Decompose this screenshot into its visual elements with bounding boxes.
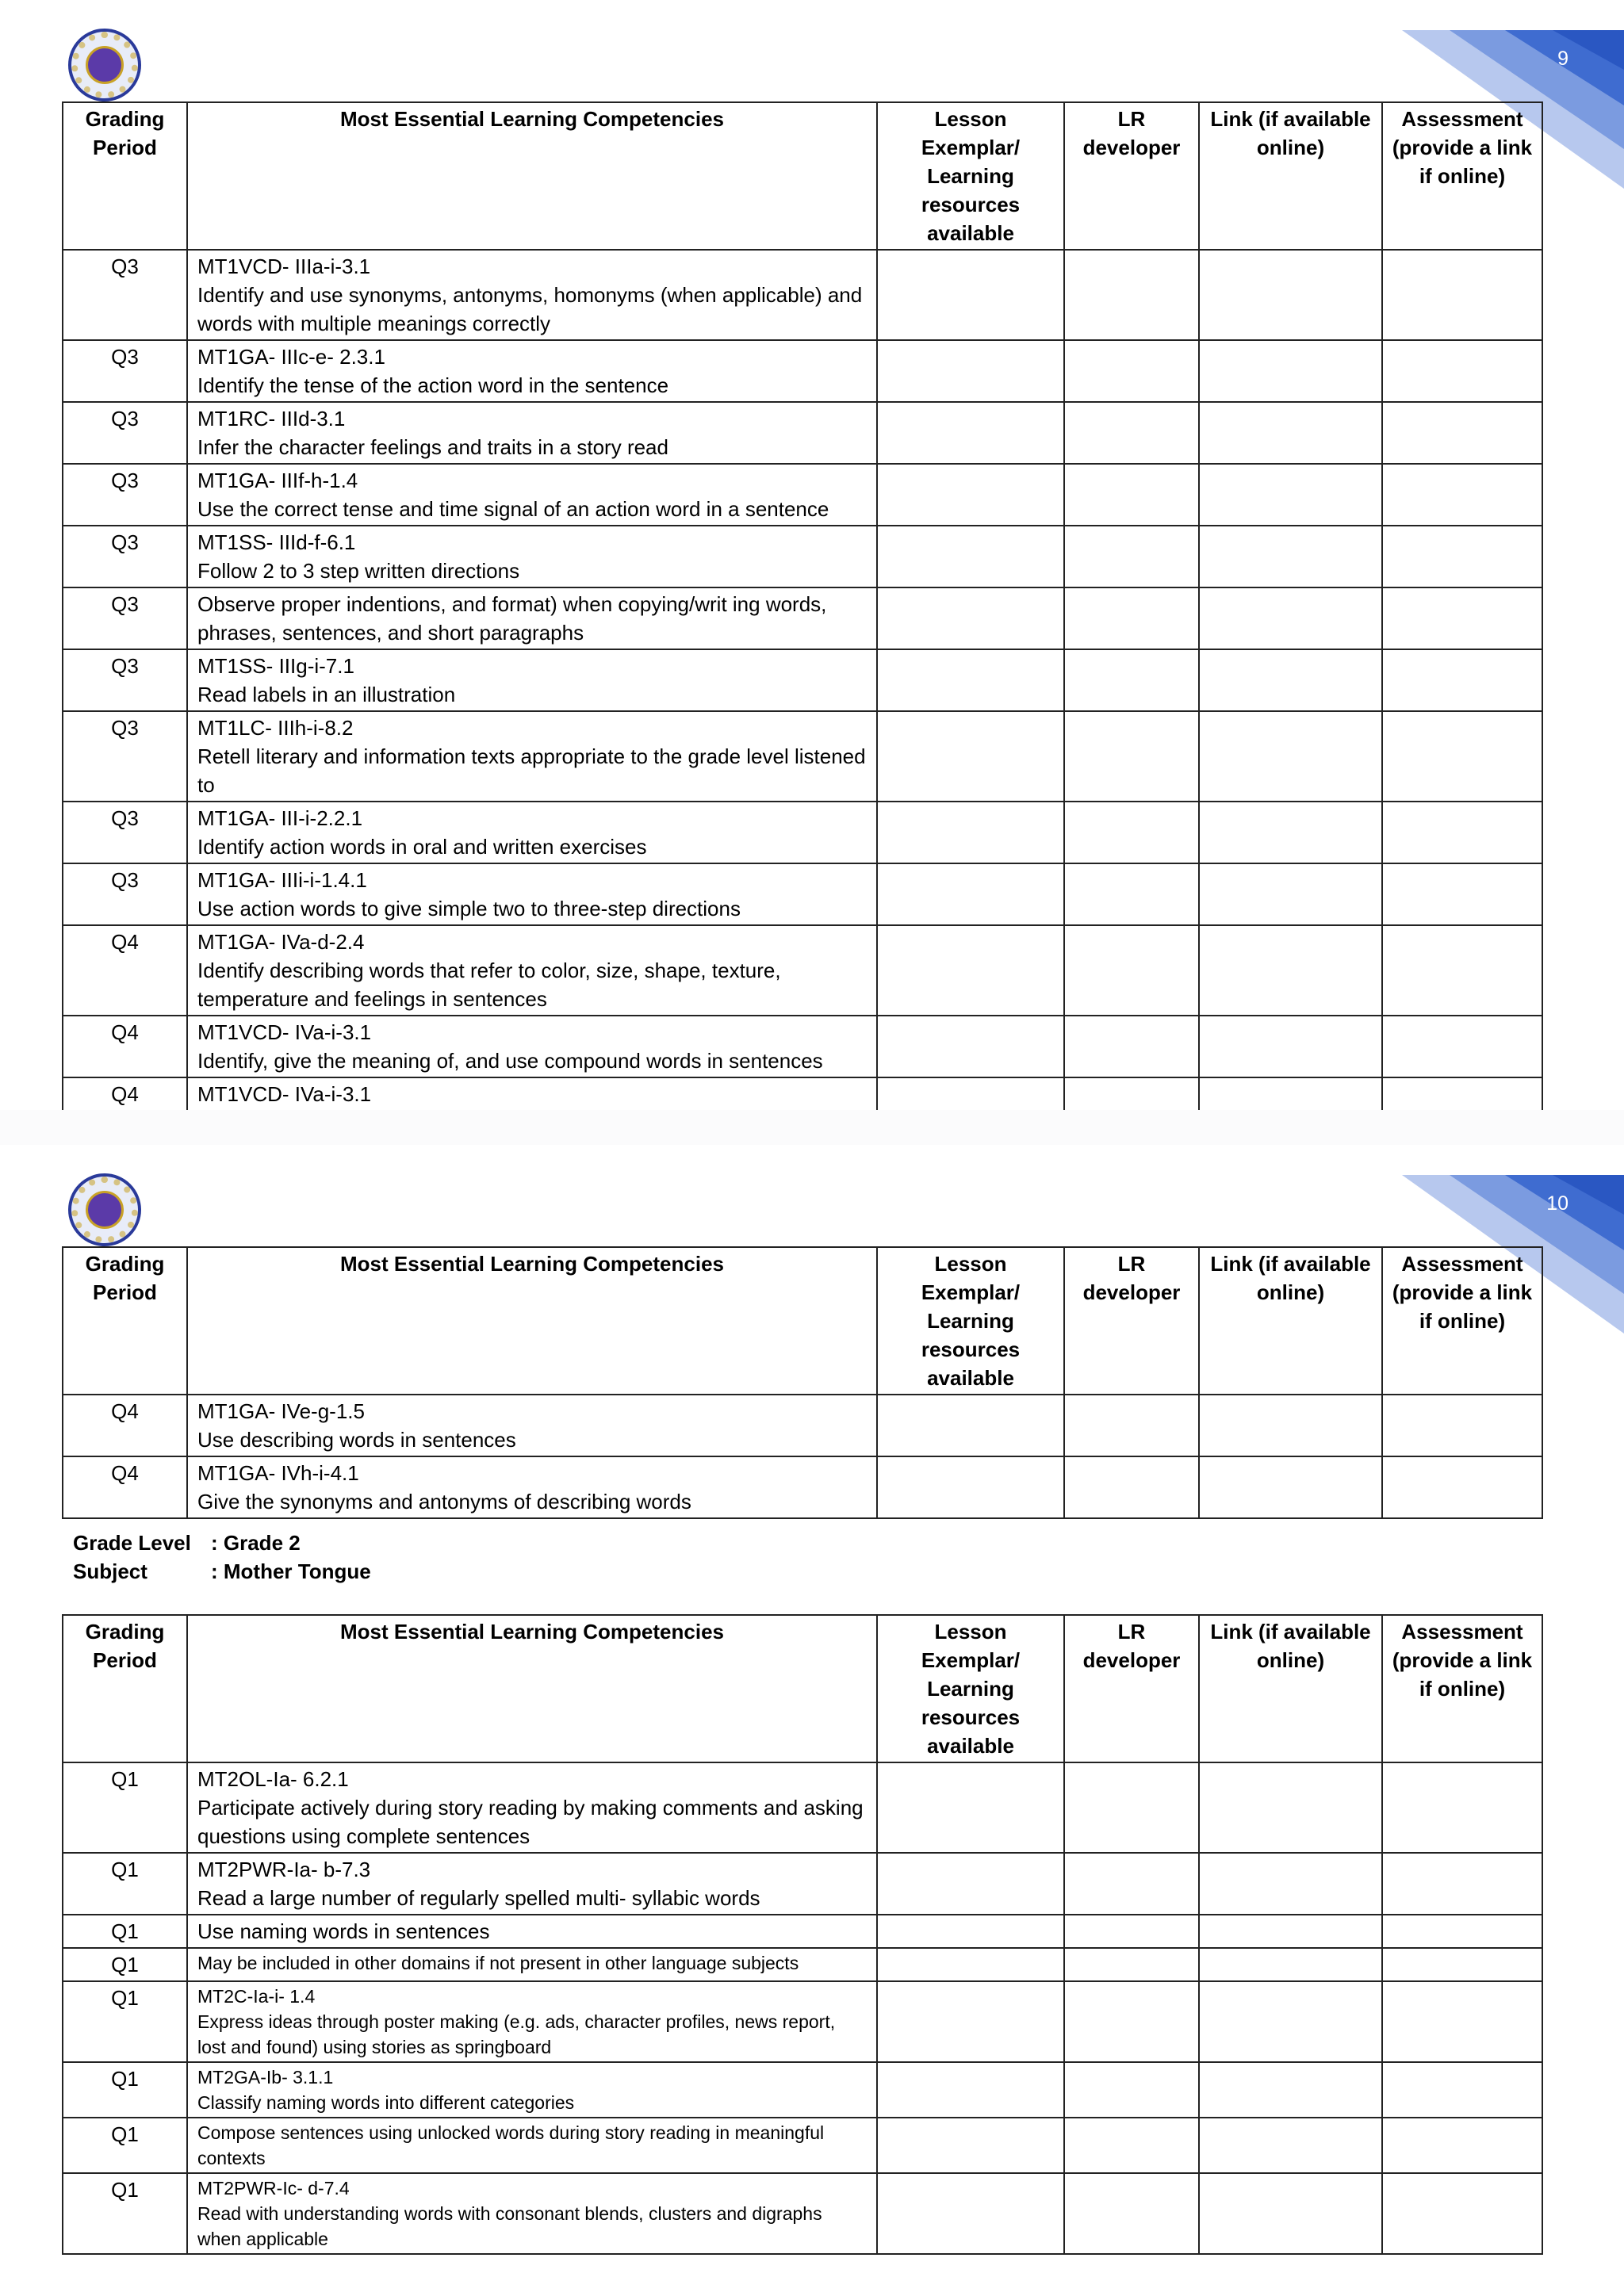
- table-row: [63, 1915, 1542, 1948]
- header-lesson-exemplar: Lesson Exemplar/ Learning resources available: [877, 1247, 1064, 1395]
- deped-seal-logo: [68, 29, 141, 101]
- table-row: [63, 464, 1542, 526]
- lr-developer-cell: [1064, 587, 1199, 649]
- assessment-cell: [1382, 526, 1542, 587]
- assessment-cell: [1382, 1395, 1542, 1456]
- competency-code: MT1SS- IIId-f-6.1: [197, 530, 356, 554]
- competency-code: MT1GA- IVe-g-1.5: [197, 1399, 365, 1423]
- grading-period-cell: Q3: [63, 340, 187, 402]
- assessment-cell: [1382, 464, 1542, 526]
- link-cell: [1199, 649, 1382, 711]
- table-row: [63, 711, 1542, 802]
- table-row: [63, 1395, 1542, 1456]
- table-header-row: [63, 102, 1542, 250]
- lr-developer-cell: [1064, 2062, 1199, 2118]
- competency-code: MT1VCD- IIIa-i-3.1: [197, 254, 371, 278]
- header-grading-period: Grading Period: [63, 102, 187, 250]
- competency-code: MT2C-Ia-i- 1.4: [197, 1986, 316, 2007]
- link-cell: [1199, 526, 1382, 587]
- assessment-cell: [1382, 1016, 1542, 1077]
- lesson-exemplar-cell: [877, 2118, 1064, 2173]
- subject-label: Subject: [73, 1559, 147, 1583]
- link-cell: [1199, 2062, 1382, 2118]
- competency-cell: [187, 2173, 877, 2254]
- grading-period-cell: Q1: [63, 1762, 187, 1853]
- grading-period-cell: Q3: [63, 802, 187, 863]
- lesson-exemplar-cell: [877, 863, 1064, 925]
- lesson-exemplar-cell: [877, 1948, 1064, 1981]
- competency-code: MT1GA- IIIf-h-1.4: [197, 469, 358, 492]
- competency-cell: [187, 649, 877, 711]
- competency-text: Identify, give the meaning of, and use compound words in sentences: [197, 1049, 823, 1073]
- competencies-table: [62, 1246, 1543, 1519]
- lesson-exemplar-cell: [877, 250, 1064, 340]
- competency-code: MT1GA- III-i-2.2.1: [197, 806, 363, 830]
- grading-period-cell: Q1: [63, 2118, 187, 2173]
- competency-code: MT2OL-Ia- 6.2.1: [197, 1767, 349, 1791]
- grading-period-cell: Q1: [63, 1915, 187, 1948]
- competency-text: Identify action words in oral and written exercises: [197, 835, 647, 859]
- assessment-cell: [1382, 649, 1542, 711]
- table-row: [63, 2173, 1542, 2254]
- link-cell: [1199, 402, 1382, 464]
- grading-period-cell: Q3: [63, 587, 187, 649]
- lr-developer-cell: [1064, 925, 1199, 1016]
- assessment-cell: [1382, 711, 1542, 802]
- assessment-cell: [1382, 1981, 1542, 2062]
- grading-period-cell: Q3: [63, 250, 187, 340]
- lesson-exemplar-cell: [877, 649, 1064, 711]
- lesson-exemplar-cell: [877, 802, 1064, 863]
- header-link: Link (if available online): [1199, 1615, 1382, 1762]
- lr-developer-cell: [1064, 1016, 1199, 1077]
- link-cell: [1199, 1016, 1382, 1077]
- competency-cell: [187, 464, 877, 526]
- link-cell: [1199, 1456, 1382, 1518]
- lr-developer-cell: [1064, 1948, 1199, 1981]
- link-cell: [1199, 1853, 1382, 1915]
- competency-code: MT1GA- IIIc-e- 2.3.1: [197, 345, 385, 369]
- competency-text: Follow 2 to 3 step written directions: [197, 559, 520, 583]
- lesson-exemplar-cell: [877, 2173, 1064, 2254]
- table-row: [63, 1762, 1542, 1853]
- grading-period-cell: Q1: [63, 2173, 187, 2254]
- header-lr-developer: LR developer: [1064, 1615, 1199, 1762]
- header-lesson-exemplar: Lesson Exemplar/ Learning resources available: [877, 1615, 1064, 1762]
- competency-code: MT2PWR-Ia- b-7.3: [197, 1858, 371, 1881]
- table-row: [63, 925, 1542, 1016]
- competency-cell: [187, 587, 877, 649]
- assessment-cell: [1382, 1948, 1542, 1981]
- assessment-cell: [1382, 802, 1542, 863]
- lesson-exemplar-cell: [877, 1395, 1064, 1456]
- competency-text: Participate actively during story reading by making comments and asking questions using complete sentences: [197, 1796, 864, 1848]
- lr-developer-cell: [1064, 402, 1199, 464]
- header-lr-developer: LR developer: [1064, 1247, 1199, 1395]
- link-cell: [1199, 1762, 1382, 1853]
- header-lesson-exemplar: Lesson Exemplar/ Learning resources available: [877, 102, 1064, 250]
- competency-cell: [187, 1915, 877, 1948]
- competency-code: MT1RC- IIId-3.1: [197, 407, 346, 430]
- grading-period-cell: Q4: [63, 1016, 187, 1077]
- table-row: [63, 526, 1542, 587]
- competency-text: Retell literary and information texts appropriate to the grade level listened to: [197, 744, 866, 797]
- competency-cell: [187, 802, 877, 863]
- competency-text: Express ideas through poster making (e.g. ads, character profiles, news report, lost and found) using stories as springboard: [197, 2011, 836, 2057]
- competency-text: Classify naming words into different categories: [197, 2092, 575, 2113]
- competency-cell: [187, 711, 877, 802]
- grading-period-cell: Q3: [63, 464, 187, 526]
- table-row: [63, 587, 1542, 649]
- lesson-exemplar-cell: [877, 2062, 1064, 2118]
- link-cell: [1199, 1948, 1382, 1981]
- assessment-cell: [1382, 1915, 1542, 1948]
- competency-cell: [187, 1395, 877, 1456]
- competency-code: MT1GA- IVa-d-2.4: [197, 930, 365, 954]
- lr-developer-cell: [1064, 1395, 1199, 1456]
- lesson-exemplar-cell: [877, 925, 1064, 1016]
- competency-text: Read a large number of regularly spelled multi- syllabic words: [197, 1886, 760, 1910]
- lesson-exemplar-cell: [877, 1915, 1064, 1948]
- competency-cell: [187, 1853, 877, 1915]
- subject-value: : Mother Tongue: [211, 1559, 371, 1583]
- competency-text: Use naming words in sentences: [197, 1919, 490, 1943]
- link-cell: [1199, 863, 1382, 925]
- competency-cell: [187, 526, 877, 587]
- assessment-cell: [1382, 863, 1542, 925]
- assessment-cell: [1382, 2062, 1542, 2118]
- competency-code: MT1VCD- IVa-i-3.1: [197, 1082, 372, 1106]
- lr-developer-cell: [1064, 1981, 1199, 2062]
- grading-period-cell: Q1: [63, 1981, 187, 2062]
- lr-developer-cell: [1064, 1456, 1199, 1518]
- table-header-row: [63, 1247, 1542, 1395]
- competency-code: MT1LC- IIIh-i-8.2: [197, 716, 354, 740]
- lesson-exemplar-cell: [877, 1456, 1064, 1518]
- grade-level-value: : Grade 2: [211, 1531, 301, 1555]
- competency-code: MT2PWR-Ic- d-7.4: [197, 2178, 350, 2198]
- competency-cell: [187, 925, 877, 1016]
- lesson-exemplar-cell: [877, 711, 1064, 802]
- page-separator: [0, 1110, 1624, 1145]
- grade-subject-info: [73, 1529, 371, 1586]
- assessment-cell: [1382, 1456, 1542, 1518]
- link-cell: [1199, 2173, 1382, 2254]
- table-row: [63, 1016, 1542, 1077]
- lesson-exemplar-cell: [877, 1762, 1064, 1853]
- grading-period-cell: Q3: [63, 402, 187, 464]
- grading-period-cell: Q1: [63, 1853, 187, 1915]
- page-10: [0, 1145, 1624, 2296]
- competency-cell: [187, 1762, 877, 1853]
- assessment-cell: [1382, 925, 1542, 1016]
- header-competencies: Most Essential Learning Competencies: [187, 1247, 877, 1395]
- competency-text: Infer the character feelings and traits in a story read: [197, 435, 668, 459]
- lesson-exemplar-cell: [877, 1853, 1064, 1915]
- lesson-exemplar-cell: [877, 1016, 1064, 1077]
- competency-cell: [187, 2118, 877, 2173]
- assessment-cell: [1382, 340, 1542, 402]
- table-row: [63, 802, 1542, 863]
- competency-code: MT1SS- IIIg-i-7.1: [197, 654, 354, 678]
- assessment-cell: [1382, 250, 1542, 340]
- link-cell: [1199, 250, 1382, 340]
- table-row: [63, 2118, 1542, 2173]
- lr-developer-cell: [1064, 711, 1199, 802]
- grading-period-cell: Q4: [63, 1395, 187, 1456]
- link-cell: [1199, 802, 1382, 863]
- lesson-exemplar-cell: [877, 402, 1064, 464]
- competency-text: Read labels in an illustration: [197, 683, 456, 706]
- link-cell: [1199, 340, 1382, 402]
- header-competencies: Most Essential Learning Competencies: [187, 102, 877, 250]
- competency-cell: [187, 340, 877, 402]
- page-number: 9: [1557, 48, 1568, 70]
- header-link: Link (if available online): [1199, 1247, 1382, 1395]
- assessment-cell: [1382, 1853, 1542, 1915]
- table-row: [63, 863, 1542, 925]
- competency-text: Identify the tense of the action word in the sentence: [197, 373, 669, 397]
- competency-text: Give the synonyms and antonyms of describing words: [197, 1490, 691, 1513]
- competency-code: MT1GA- IIIi-i-1.4.1: [197, 868, 367, 892]
- link-cell: [1199, 711, 1382, 802]
- header-assessment: Assessment (provide a link if online): [1382, 1615, 1542, 1762]
- assessment-cell: [1382, 587, 1542, 649]
- header-link: Link (if available online): [1199, 102, 1382, 250]
- competency-cell: [187, 1948, 877, 1981]
- header-assessment: Assessment (provide a link if online): [1382, 102, 1542, 250]
- assessment-cell: [1382, 1762, 1542, 1853]
- competency-cell: [187, 2062, 877, 2118]
- competency-cell: [187, 402, 877, 464]
- lr-developer-cell: [1064, 1915, 1199, 1948]
- lesson-exemplar-cell: [877, 587, 1064, 649]
- link-cell: [1199, 1981, 1382, 2062]
- table-header-row: [63, 1615, 1542, 1762]
- competency-cell: [187, 250, 877, 340]
- table-row: [63, 1948, 1542, 1981]
- header-lr-developer: LR developer: [1064, 102, 1199, 250]
- table-row: [63, 2062, 1542, 2118]
- lesson-exemplar-cell: [877, 1981, 1064, 2062]
- lr-developer-cell: [1064, 802, 1199, 863]
- lr-developer-cell: [1064, 1762, 1199, 1853]
- lesson-exemplar-cell: [877, 526, 1064, 587]
- competency-text: Identify describing words that refer to color, size, shape, texture, temperature and feelings in sentences: [197, 959, 781, 1011]
- table-row: [63, 1853, 1542, 1915]
- competency-text: Observe proper indentions, and format) when copying/writ ing words, phrases, sentences, and short paragraphs: [197, 592, 827, 645]
- header-competencies: Most Essential Learning Competencies: [187, 1615, 877, 1762]
- competency-text: Compose sentences using unlocked words during story reading in meaningful contexts: [197, 2122, 825, 2168]
- grading-period-cell: Q4: [63, 1077, 187, 1139]
- competencies-table: [62, 101, 1543, 1140]
- link-cell: [1199, 464, 1382, 526]
- competency-cell: [187, 863, 877, 925]
- link-cell: [1199, 1915, 1382, 1948]
- grade-level-label: Grade Level: [73, 1531, 191, 1555]
- header-grading-period: Grading Period: [63, 1247, 187, 1395]
- competency-text: Use the correct tense and time signal of an action word in a sentence: [197, 497, 829, 521]
- table-row: [63, 1456, 1542, 1518]
- table-row: [63, 1981, 1542, 2062]
- header-assessment: Assessment (provide a link if online): [1382, 1247, 1542, 1395]
- link-cell: [1199, 1395, 1382, 1456]
- lr-developer-cell: [1064, 250, 1199, 340]
- competency-text: Use describing words in sentences: [197, 1428, 516, 1452]
- deped-seal-logo: [68, 1173, 141, 1246]
- lesson-exemplar-cell: [877, 340, 1064, 402]
- grading-period-cell: Q4: [63, 925, 187, 1016]
- competencies-table-grade-2: [62, 1614, 1543, 2255]
- assessment-cell: [1382, 2173, 1542, 2254]
- page-9: [0, 0, 1624, 1110]
- lr-developer-cell: [1064, 464, 1199, 526]
- assessment-cell: [1382, 402, 1542, 464]
- link-cell: [1199, 925, 1382, 1016]
- lr-developer-cell: [1064, 649, 1199, 711]
- grading-period-cell: Q3: [63, 526, 187, 587]
- grading-period-cell: Q4: [63, 1456, 187, 1518]
- lr-developer-cell: [1064, 1853, 1199, 1915]
- assessment-cell: [1382, 2118, 1542, 2173]
- competency-cell: [187, 1456, 877, 1518]
- competency-code: MT1GA- IVh-i-4.1: [197, 1461, 359, 1485]
- competency-text: Read with understanding words with consonant blends, clusters and digraphs when applicable: [197, 2203, 822, 2249]
- competency-text: May be included in other domains if not present in other language subjects: [197, 1953, 799, 1973]
- competency-cell: [187, 1016, 877, 1077]
- table-row: [63, 649, 1542, 711]
- table-row: [63, 340, 1542, 402]
- table-row: [63, 250, 1542, 340]
- grading-period-cell: Q1: [63, 1948, 187, 1981]
- competency-code: MT2GA-Ib- 3.1.1: [197, 2067, 334, 2087]
- lr-developer-cell: [1064, 863, 1199, 925]
- competency-code: MT1VCD- IVa-i-3.1: [197, 1020, 372, 1044]
- competency-text: Use action words to give simple two to three-step directions: [197, 897, 741, 920]
- table-row: [63, 402, 1542, 464]
- link-cell: [1199, 587, 1382, 649]
- grading-period-cell: Q3: [63, 649, 187, 711]
- lr-developer-cell: [1064, 340, 1199, 402]
- grading-period-cell: Q1: [63, 2062, 187, 2118]
- grading-period-cell: Q3: [63, 863, 187, 925]
- link-cell: [1199, 2118, 1382, 2173]
- lr-developer-cell: [1064, 2118, 1199, 2173]
- page-number: 10: [1546, 1192, 1568, 1215]
- lr-developer-cell: [1064, 2173, 1199, 2254]
- lesson-exemplar-cell: [877, 464, 1064, 526]
- competency-cell: [187, 1981, 877, 2062]
- lr-developer-cell: [1064, 526, 1199, 587]
- grading-period-cell: Q3: [63, 711, 187, 802]
- competency-text: Identify and use synonyms, antonyms, homonyms (when applicable) and words with multiple meanings correctly: [197, 283, 863, 335]
- header-grading-period: Grading Period: [63, 1615, 187, 1762]
